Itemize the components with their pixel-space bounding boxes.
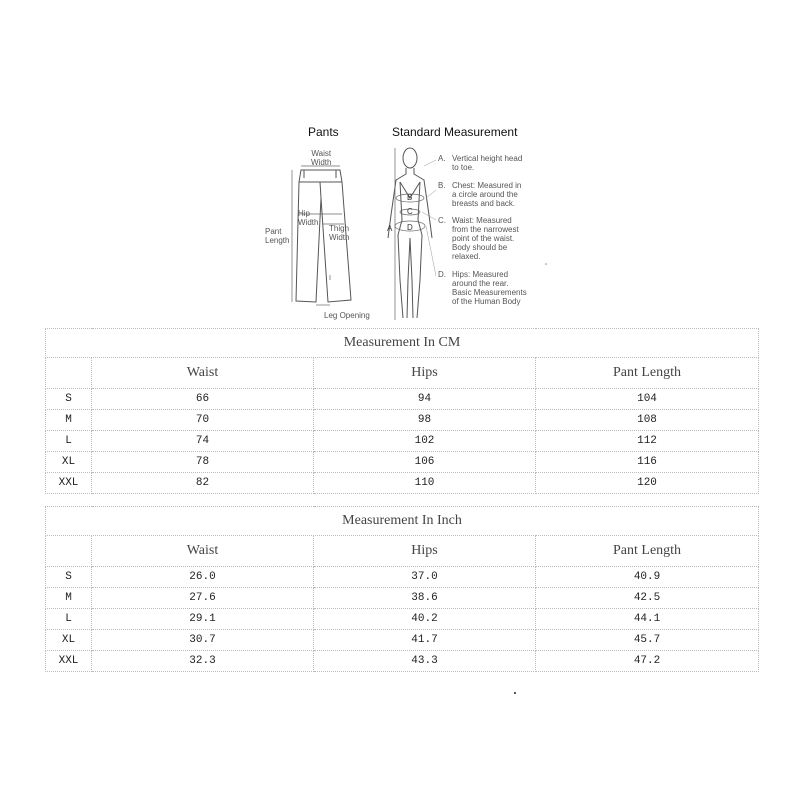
waist-cell: 29.1 <box>92 609 314 630</box>
note-c-letter: C. <box>438 216 446 225</box>
table-row <box>46 567 759 588</box>
waist-width-label: Waist Width <box>311 149 332 167</box>
hips-cell: 94 <box>314 389 536 410</box>
table-header-row <box>46 358 759 389</box>
hips-cell: 38.6 <box>314 588 536 609</box>
pant-length-cell: 120 <box>536 473 759 494</box>
size-cell: L <box>46 431 92 452</box>
standard-measurement-title: Standard Measurement <box>392 125 518 139</box>
leg-opening-label: Leg Opening <box>324 311 370 320</box>
hips-cell: 110 <box>314 473 536 494</box>
pant-length-cell: 104 <box>536 389 759 410</box>
note-c-text: Waist: Measured from the narrowest point of the waist. Body should be relaxed. <box>452 216 519 261</box>
hips-cell: 98 <box>314 410 536 431</box>
size-cell: S <box>46 389 92 410</box>
table-title: Measurement In CM <box>46 329 759 358</box>
table-title-row <box>46 507 759 536</box>
note-d-text: Hips: Measured around the rear. Basic Measurements of the Human Body <box>452 270 527 306</box>
waist-cell: 70 <box>92 410 314 431</box>
size-cell: XL <box>46 452 92 473</box>
table-row <box>46 410 759 431</box>
size-cell: M <box>46 410 92 431</box>
pant-length-label: Pant Length <box>265 227 290 245</box>
table-header-row <box>46 536 759 567</box>
pant-length-cell: 112 <box>536 431 759 452</box>
header-hips: Hips <box>314 536 536 567</box>
size-cell: M <box>46 588 92 609</box>
size-cell: S <box>46 567 92 588</box>
waist-cell: 27.6 <box>92 588 314 609</box>
size-cell: L <box>46 609 92 630</box>
header-pant-length: Pant Length <box>536 536 759 567</box>
hips-cell: 41.7 <box>314 630 536 651</box>
hip-width-label: Hip Width <box>298 209 319 227</box>
pants-title: Pants <box>308 125 339 139</box>
table-row <box>46 431 759 452</box>
pant-length-cell: 42.5 <box>536 588 759 609</box>
table-row <box>46 651 759 672</box>
size-cell: XL <box>46 630 92 651</box>
pant-length-cell: 116 <box>536 452 759 473</box>
body-letter-c: C <box>407 207 413 216</box>
pant-length-cell: 47.2 <box>536 651 759 672</box>
waist-cell: 66 <box>92 389 314 410</box>
note-b-letter: B. <box>438 181 446 190</box>
cm-size-table <box>45 328 759 494</box>
body-letter-d: D <box>407 223 413 232</box>
waist-cell: 32.3 <box>92 651 314 672</box>
measurement-diagram <box>250 120 550 325</box>
hips-cell: 40.2 <box>314 609 536 630</box>
table-row <box>46 588 759 609</box>
pant-length-cell: 45.7 <box>536 630 759 651</box>
header-waist: Waist <box>92 536 314 567</box>
waist-cell: 26.0 <box>92 567 314 588</box>
table-row <box>46 389 759 410</box>
stray-dot <box>514 692 516 694</box>
body-letter-b: B <box>407 193 413 202</box>
size-cell: XXL <box>46 651 92 672</box>
table-title-row <box>46 329 759 358</box>
hips-cell: 102 <box>314 431 536 452</box>
table-row <box>46 630 759 651</box>
table-row <box>46 452 759 473</box>
waist-cell: 30.7 <box>92 630 314 651</box>
waist-cell: 82 <box>92 473 314 494</box>
note-d-letter: D. <box>438 270 446 279</box>
table-row <box>46 473 759 494</box>
note-a-text: Vertical height head to toe. <box>452 154 523 172</box>
size-cell: XXL <box>46 473 92 494</box>
pant-length-cell: 108 <box>536 410 759 431</box>
waist-cell: 74 <box>92 431 314 452</box>
header-blank <box>46 536 92 567</box>
note-b-text: Chest: Measured in a circle around the breasts and back. <box>452 181 522 208</box>
note-a-letter: A. <box>438 154 446 163</box>
hips-cell: 43.3 <box>314 651 536 672</box>
header-waist: Waist <box>92 358 314 389</box>
hips-cell: 37.0 <box>314 567 536 588</box>
hips-cell: 106 <box>314 452 536 473</box>
thigh-width-label: Thigh Width <box>329 224 350 242</box>
body-figure-icon <box>388 148 432 318</box>
body-measure-lines-icon <box>395 148 425 320</box>
pant-length-cell: 40.9 <box>536 567 759 588</box>
header-blank <box>46 358 92 389</box>
body-letter-a: A <box>387 224 393 233</box>
waist-cell: 78 <box>92 452 314 473</box>
pant-length-cell: 44.1 <box>536 609 759 630</box>
header-hips: Hips <box>314 358 536 389</box>
header-pant-length: Pant Length <box>536 358 759 389</box>
table-row <box>46 609 759 630</box>
table-title: Measurement In Inch <box>46 507 759 536</box>
inch-size-table <box>45 506 759 672</box>
